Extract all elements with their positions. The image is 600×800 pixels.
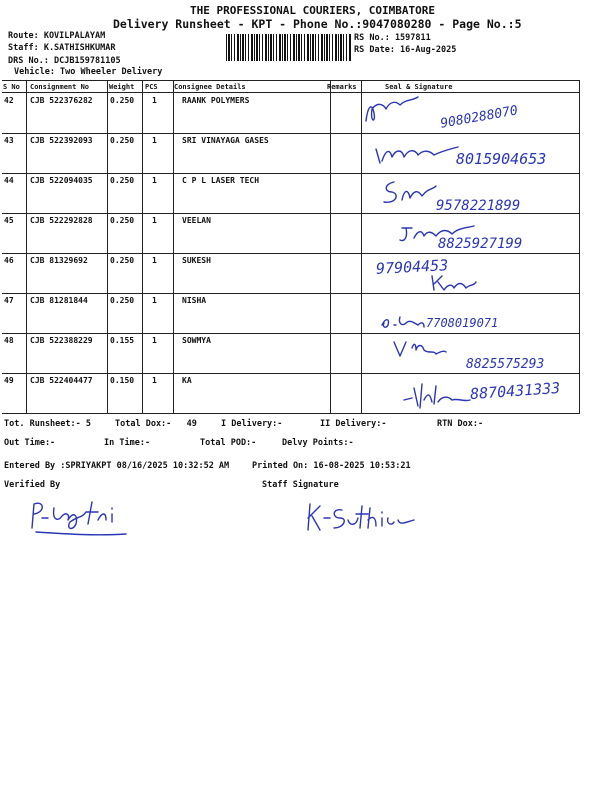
staff-label: Staff: K.SATHISHKUMAR: [8, 43, 116, 53]
handwritten-phone: 8015904653: [456, 150, 547, 168]
row-sno: 48: [4, 336, 14, 345]
row-consignee: NISHA: [182, 296, 207, 305]
company-title: THE PROFESSIONAL COURIERS, COIMBATORE: [190, 4, 436, 17]
row-consignee: C P L LASER TECH: [182, 176, 260, 185]
row-consignee: SUKESH: [182, 256, 211, 265]
row-consignee: SRI VINAYAGA GASES: [182, 136, 269, 145]
row-consignee: KA: [182, 376, 192, 385]
row-weight: 0.150: [110, 376, 135, 385]
row-weight: 0.250: [110, 136, 135, 145]
row-pcs: 1: [152, 136, 157, 145]
col-remarks: Remarks: [327, 83, 357, 91]
signature-mark: [362, 95, 422, 131]
handwritten-phone: 9080288070: [439, 103, 519, 132]
row-weight: 0.250: [110, 176, 135, 185]
row-consignment: CJB 81329692: [30, 256, 88, 265]
row-consignment: CJB 522094035: [30, 176, 93, 185]
row-consignment: CJB 522404477: [30, 376, 93, 385]
handwritten-phone: 8825927199: [438, 236, 523, 252]
col-pcs: PCS: [145, 83, 158, 91]
signature-mark: [378, 313, 426, 331]
row-consignment: CJB 522376282: [30, 96, 93, 105]
signature-mark: [378, 178, 438, 208]
row-weight: 0.250: [110, 296, 135, 305]
total-pod: Total POD:-: [200, 438, 257, 448]
runsheet-subtitle: Delivery Runsheet - KPT - Phone No.:9047080280 - Page No.:5: [113, 17, 522, 31]
row-sno: 44: [4, 176, 14, 185]
row-sno: 45: [4, 216, 14, 225]
row-consignment: CJB 522392093: [30, 136, 93, 145]
col-sno: S No: [3, 83, 20, 91]
row-sno: 43: [4, 136, 14, 145]
rtn-dox: RTN Dox:-: [437, 419, 484, 429]
rs-number: RS No.: 1597811: [354, 33, 431, 43]
delvy-points: Delvy Points:-: [282, 438, 354, 448]
row-consignment: CJB 522388229: [30, 336, 93, 345]
signature-mark: [402, 380, 472, 410]
verifier-signature: [26, 498, 136, 538]
row-pcs: 1: [152, 256, 157, 265]
handwritten-phone: 8870431333: [469, 378, 561, 404]
rs-date: RS Date: 16-Aug-2025: [354, 45, 457, 55]
col-weight: Weight: [109, 83, 135, 91]
col-consignee: Consignee Details: [174, 83, 246, 91]
handwritten-phone: 9578221899: [436, 198, 521, 214]
row-pcs: 1: [152, 96, 157, 105]
row-pcs: 1: [152, 376, 157, 385]
row-weight: 0.250: [110, 216, 135, 225]
row-pcs: 1: [152, 216, 157, 225]
row-pcs: 1: [152, 336, 157, 345]
verified-by: Verified By: [4, 480, 61, 490]
handwritten-phone: 97904453: [375, 256, 449, 278]
row-pcs: 1: [152, 176, 157, 185]
row-consignee: VEELAN: [182, 216, 211, 225]
row-sno: 49: [4, 376, 14, 385]
i-delivery: I Delivery:-: [221, 419, 283, 429]
row-consignment: CJB 522292828: [30, 216, 93, 225]
staff-signature-label: Staff Signature: [262, 480, 339, 490]
in-time: In Time:-: [104, 438, 151, 448]
drs-number: DRS No.: DCJB159781105: [8, 56, 121, 66]
handwritten-phone: 8825575293: [466, 357, 545, 372]
signature-mark: [372, 143, 462, 167]
col-consignment-no: Consignment No: [30, 83, 90, 91]
row-consignment: CJB 81281844: [30, 296, 88, 305]
printed-on: Printed On: 16-08-2025 10:53:21: [252, 461, 411, 471]
row-weight: 0.250: [110, 96, 135, 105]
vehicle-label: Vehicle: Two Wheeler Delivery: [14, 67, 163, 77]
handwritten-phone: 7708019071: [426, 316, 499, 330]
entered-by: Entered By :SPRIYAKPT 08/16/2025 10:32:52 AM: [4, 461, 230, 471]
ii-delivery: II Delivery:-: [320, 419, 387, 429]
signature-mark: [392, 338, 448, 362]
row-sno: 42: [4, 96, 14, 105]
row-pcs: 1: [152, 296, 157, 305]
row-weight: 0.250: [110, 256, 135, 265]
barcode: [226, 34, 352, 61]
signature-mark: [428, 272, 478, 294]
col-seal-signature: Seal & Signature: [385, 83, 453, 91]
total-dox: Total Dox:- 49: [115, 419, 197, 429]
out-time: Out Time:-: [4, 438, 56, 448]
row-sno: 46: [4, 256, 14, 265]
row-consignee: RAANK POLYMERS: [182, 96, 250, 105]
row-weight: 0.155: [110, 336, 135, 345]
row-sno: 47: [4, 296, 14, 305]
staff-signature: [302, 500, 422, 536]
tot-runsheet: Tot. Runsheet:- 5: [4, 419, 91, 429]
route-label: Route: KOVILPALAYAM: [8, 31, 106, 41]
row-consignee: SOWMYA: [182, 336, 211, 345]
